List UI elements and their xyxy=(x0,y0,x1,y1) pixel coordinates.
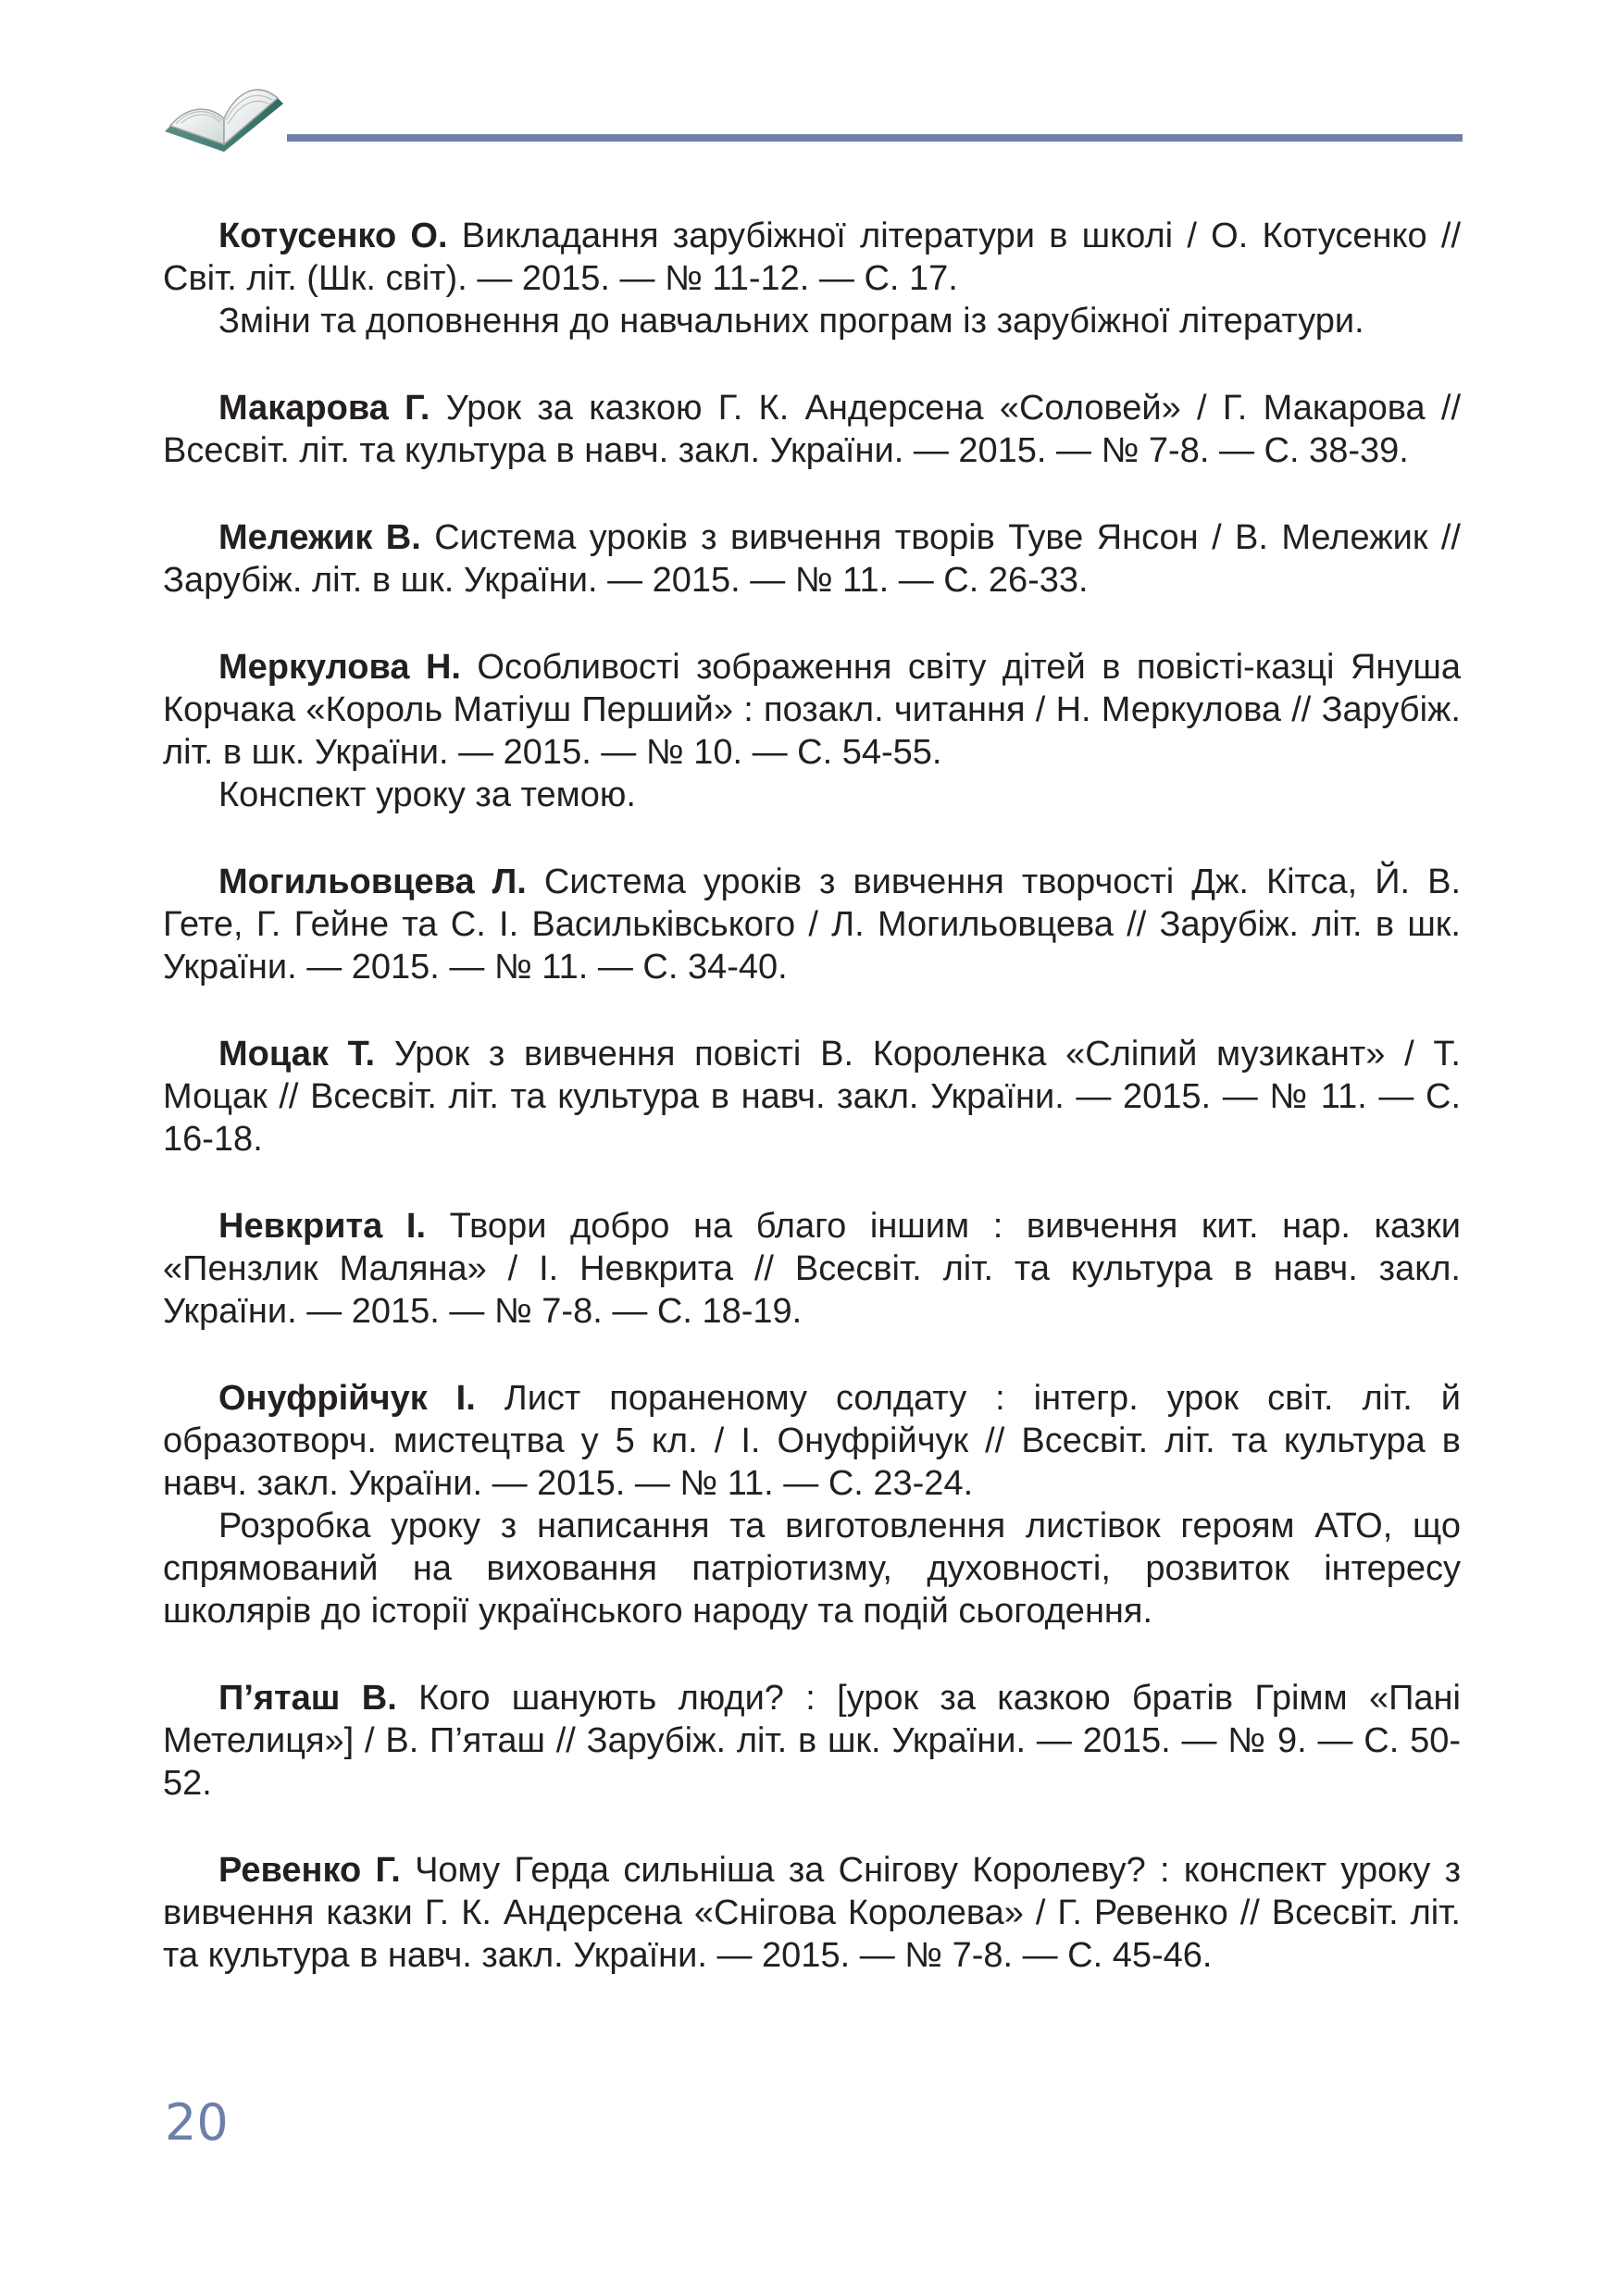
entry-annotation: Розробка уроку з написання та виготовлення листівок героям АТО, що спрямований на виховання патріотизму, духовності, розвиток інтересу школярів до історії українського народу та подій сьогодення. xyxy=(163,1507,1461,1631)
bibliography-entry xyxy=(163,1033,1461,1160)
bibliography-entry xyxy=(163,215,1461,342)
entry-citation xyxy=(163,215,1461,300)
entry-citation xyxy=(163,387,1461,472)
entry-author: Меркулова Н. xyxy=(218,648,461,687)
entry-citation xyxy=(163,1377,1461,1505)
entry-text: Урок з вивчення повісті В. Короленка «Сліпий музикант» / Т. Моцак // Всесвіт. літ. та культура в навч. закл. України. — 2015. — № 11. — С. 16-18. xyxy=(163,1035,1461,1159)
entry-citation xyxy=(163,1677,1461,1805)
entry-text: Чому Герда сильніша за Снігову Королеву? : конспект уроку з вивчення казки Г. К. Андерсена «Снігова Королева» / Г. Ревенко // Всесвіт. літ. та культура в навч. закл. України. — 2015. — № 7-8. — С. 45-46. xyxy=(163,1851,1461,1975)
bibliography-entry xyxy=(163,1377,1461,1632)
entry-author: Ревенко Г. xyxy=(218,1851,401,1890)
entry-citation xyxy=(163,516,1461,602)
page-header xyxy=(0,0,1619,185)
entry-author: Онуфрійчук І. xyxy=(218,1379,476,1418)
entry-author: Невкрита І. xyxy=(218,1207,427,1246)
entry-author: Мележик В. xyxy=(218,518,421,557)
bibliography-entry xyxy=(163,387,1461,472)
entry-citation xyxy=(163,1849,1461,1977)
bibliography-entry xyxy=(163,516,1461,602)
entry-author: Макарова Г. xyxy=(218,389,430,428)
entry-citation xyxy=(163,1205,1461,1333)
entry-text: Викладання зарубіжної літератури в школі / О. Котусенко // Світ. літ. (Шк. світ). — 2015. — № 11-12. — С. 17. xyxy=(163,217,1461,298)
bibliography-entry xyxy=(163,861,1461,988)
page-number: 20 xyxy=(165,2093,229,2152)
entry-text: Особливості зображення світу дітей в повісті-казці Януша Корчака «Король Матіуш Перший» : позакл. читання / Н. Меркулова // Зарубіж. літ. в шк. України. — 2015. — № 10. — С. 54-55. xyxy=(163,648,1461,772)
entry-text: Лист пораненому солдату : інтегр. урок світ. літ. й образотворч. мистецтва у 5 кл. / І. Онуфрійчук // Всесвіт. літ. та культура в навч. закл. України. — 2015. — № 11. — С. 23-24. xyxy=(163,1379,1461,1503)
entry-author: Котусенко О. xyxy=(218,217,448,255)
entry-text: Система уроків з вивчення творчості Дж. Кітса, Й. В. Гете, Г. Гейне та С. І. Васильківського / Л. Могильовцева // Зарубіж. літ. в шк. України. — 2015. — № 11. — С. 34-40. xyxy=(163,863,1461,987)
entry-citation xyxy=(163,646,1461,774)
entry-author: П’яташ В. xyxy=(218,1679,397,1718)
entry-citation xyxy=(163,861,1461,988)
entry-text: Кого шанують люди? : [урок за казкою братів Грімм «Пані Метелиця»] / В. П’яташ // Зарубіж. літ. в шк. України. — 2015. — № 9. — С. 50-52. xyxy=(163,1679,1461,1803)
entry-annotation: Конспект уроку за темою. xyxy=(218,776,636,814)
bibliography-entry xyxy=(163,1205,1461,1333)
bibliography-entry xyxy=(163,1677,1461,1805)
header-rule xyxy=(287,134,1463,142)
entry-text: Система уроків з вивчення творів Туве Янсон / В. Мележик // Зарубіж. літ. в шк. України. — 2015. — № 11. — С. 26-33. xyxy=(163,518,1461,600)
entry-text: Твори добро на благо іншим : вивчення кит. нар. казки «Пензлик Маляна» / І. Невкрита // Всесвіт. літ. та культура в навч. закл. України. — 2015. — № 7-8. — С. 18-19. xyxy=(163,1207,1462,1331)
entry-text: Урок за казкою Г. К. Андерсена «Соловей» / Г. Макарова // Всесвіт. літ. та культура в навч. закл. України. — 2015. — № 7-8. — С. 38-39. xyxy=(163,389,1461,470)
open-book-icon xyxy=(159,67,289,168)
bibliography-entry xyxy=(163,1849,1461,1977)
entry-annotation: Зміни та доповнення до навчальних програм із зарубіжної літератури. xyxy=(218,302,1364,341)
bibliography-entry xyxy=(163,646,1461,816)
entry-author: Могильовцева Л. xyxy=(218,863,527,901)
entry-citation xyxy=(163,1033,1461,1160)
entry-author: Моцак Т. xyxy=(218,1035,376,1074)
bibliography-list xyxy=(163,215,1461,2021)
